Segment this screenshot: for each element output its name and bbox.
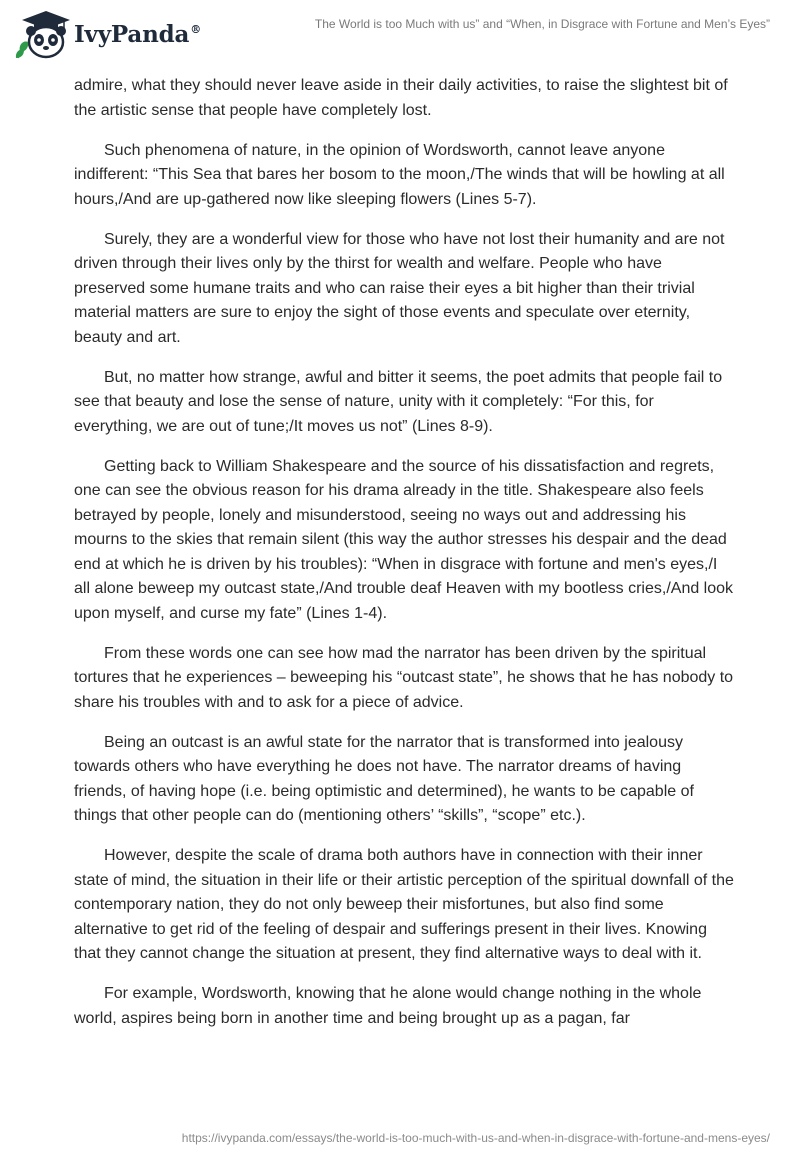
paragraph: But, no matter how strange, awful and bitter it seems, the poet admits that people fail to see that beauty and lose the sense of nature, unity with it completely: “For this, for everything, we are out of tune;/It moves us not” (Lines 8-9). [74, 368, 723, 435]
paragraph: Being an outcast is an awful state for the narrator that is transformed into jealousy towards others who have everything he does not have. The narrator dreams of having friends, of having hope (i.e. being optimistic and determined), he wants to be capable of things that other people can do (mentioning others’ “skills”, “scope” etc.). [74, 733, 694, 824]
paragraph: admire, what they should never leave aside in their daily activities, to raise the slightest bit of the artistic sense that people have completely lost. [74, 77, 728, 119]
ivypanda-logo[interactable] [14, 8, 201, 60]
brand-name: IvyPanda® [74, 20, 201, 48]
paragraph: However, despite the scale of drama both authors have in connection with their inner state of mind, the situation in their life or their artistic perception of the spiritual downfall of the contemporary nation, they do not only beweep their misfortunes, but also find some alternative to get rid of the feeling of despair and sufferings present in their lives. Knowing that they cannot change the situation at present, they find alternative ways to deal with it. [74, 847, 734, 962]
paragraph: From these words one can see how mad the narrator has been driven by the spiritual tortures that he experiences – beweeping his “outcast state”, he shows that he has nobody to share his troubles with and to ask for a piece of advice. [74, 644, 734, 711]
paragraph: Such phenomena of nature, in the opinion of Wordsworth, cannot leave anyone indifferent: “This Sea that bares her bosom to the moon,/The winds that will be howling at all hours,/And are up-gathered now like sleeping flowers (Lines 5-7). [74, 141, 725, 208]
source-url[interactable]: https://ivypanda.com/essays/the-world-is-too-much-with-us-and-when-in-disgrace-with-fortune-and-mens-eyes/ [181, 1131, 770, 1145]
registered-mark: ® [190, 22, 201, 36]
page-header [0, 0, 800, 70]
paragraph: Getting back to William Shakespeare and the source of his dissatisfaction and regrets, one can see the obvious reason for his drama already in the title. Shakespeare also feels betrayed by people, lonely and misunderstood, seeing no ways out and addressing his mourns to the skies that remain silent (this way the author stresses his despair and the dead end at which he is driven by his troubles): “When in disgrace with fortune and men's eyes,/I all alone beweep my outcast state,/And trouble deaf Heaven with my bootless cries,/And look upon myself, and curse my fate” (Lines 1-4). [74, 457, 734, 622]
paragraph: Surely, they are a wonderful view for those who have not lost their humanity and are not driven through their lives only by the thirst for wealth and welfare. People who have preserved some humane traits and who can raise their eyes a bit higher than their trivial material matters are sure to enjoy the sight of those events and speculate over eternity, beauty and art. [74, 230, 725, 346]
paragraph: For example, Wordsworth, knowing that he alone would change nothing in the whole world, aspires being born in another time and being brought up as a pagan, far [74, 985, 702, 1027]
essay-body [74, 74, 734, 1047]
document-title: The World is too Much with us” and “When, in Disgrace with Fortune and Men’s Eyes” [314, 17, 770, 31]
panda-graduate-icon [14, 8, 72, 60]
